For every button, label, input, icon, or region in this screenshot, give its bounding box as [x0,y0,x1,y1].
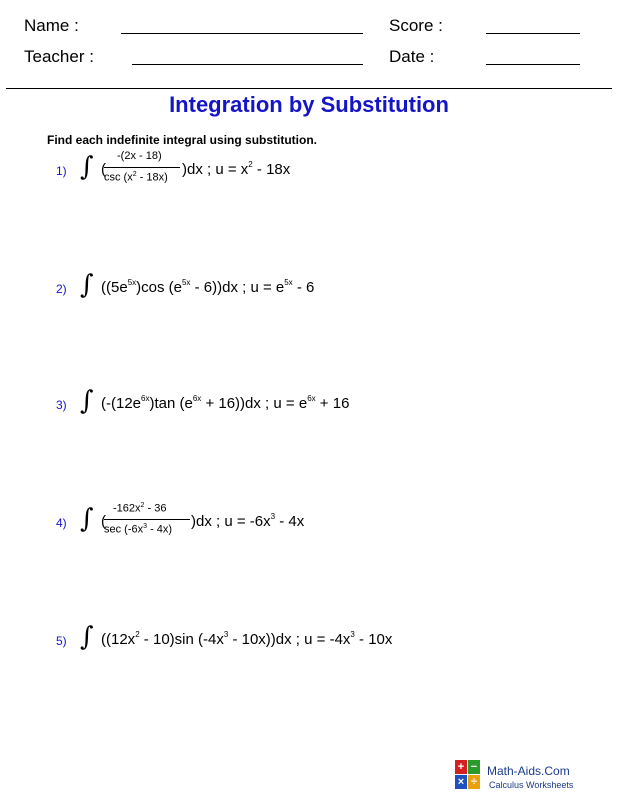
expression-tail [191,513,304,530]
expression-text: - 10x [354,631,393,648]
denominator-exponent: 2 [132,171,137,178]
problem-number: 3) [56,398,67,412]
problem-3 [0,382,618,422]
open-paren: ( [101,161,106,178]
exponent: 2 [135,630,140,639]
expression-text: (-(12e [101,395,142,412]
expression-text: - 6 [292,279,315,296]
score-label: Score : [389,16,443,35]
expression [101,631,392,648]
integral-icon: ∫ [80,152,94,182]
denominator-text: - 4x) [147,523,173,536]
date-label: Date : [389,47,435,66]
exponent: 5x [181,278,191,287]
integral-icon: ∫ [80,270,94,300]
expression-tail [182,161,290,178]
numerator-text: -162x [113,502,141,515]
teacher-blank-line[interactable] [132,64,363,65]
denominator-text: sec (-6x [104,523,144,536]
exponent: 6x [192,394,202,403]
score-blank-line[interactable] [486,33,580,34]
problem-number: 5) [56,634,67,648]
expression-text: + 16 [315,395,350,412]
fraction-denominator [104,171,168,184]
fraction-denominator [104,523,172,536]
times-icon: × [455,775,467,789]
expression-text: )dx ; u = -6x [191,513,271,530]
header-divider [6,88,612,89]
expression-text: - 6))dx ; u = e [190,279,285,296]
numerator-text: - 36 [144,502,167,515]
expression-text: ((5e [101,279,128,296]
exponent: 6x [307,394,316,403]
problem-number: 2) [56,282,67,296]
plus-icon: + [455,760,467,774]
teacher-label: Teacher : [24,47,94,66]
expression [101,279,314,296]
fraction-bar [104,167,180,168]
fraction-numerator [113,502,166,515]
problem-1 [0,148,618,188]
fraction-numerator [117,150,162,162]
exponent: 3 [270,512,276,521]
numerator-text: -(2x - 18) [117,150,162,162]
exponent: 5x [284,278,293,287]
denominator-text: csc (x [104,171,133,184]
expression-text: - 10x))dx ; u = -4x [228,631,351,648]
date-blank-line[interactable] [486,64,580,65]
name-blank-line[interactable] [121,33,363,34]
problem-4 [0,500,618,540]
exponent: 2 [248,160,253,169]
denominator-exponent: 3 [143,523,148,530]
exponent: 6x [141,394,150,403]
fraction-bar [104,519,190,520]
integral-icon: ∫ [80,622,94,652]
instructions: Find each indefinite integral using substitution. [47,133,318,147]
exponent: 5x [127,278,137,287]
brand-subtitle: Calculus Worksheets [489,780,574,790]
divide-icon: ÷ [468,775,480,789]
integral-icon: ∫ [80,504,94,534]
open-paren: ( [101,513,106,530]
expression-text: ((12x [101,631,136,648]
expression-text: )cos (e [136,279,182,296]
expression-text: - 18x [252,161,291,178]
minus-icon: − [468,760,480,774]
integral-icon: ∫ [80,386,94,416]
brand-name: Math-Aids.Com [487,764,570,778]
problem-number: 1) [56,164,67,178]
problem-number: 4) [56,516,67,530]
expression [101,395,349,412]
expression-text: - 10)sin (-4x [139,631,224,648]
name-label: Name : [24,16,79,35]
exponent: 3 [223,630,229,639]
expression-text: - 4x [275,513,305,530]
expression-text: )tan (e [149,395,193,412]
numerator-exponent: 2 [140,502,145,509]
math-aids-logo-icon [455,760,481,790]
page-title: Integration by Substitution [169,92,449,117]
problem-2 [0,266,618,306]
expression-text: + 16))dx ; u = e [201,395,308,412]
exponent: 3 [350,630,355,639]
denominator-text: - 18x) [136,171,168,184]
problem-5 [0,618,618,658]
expression-text: )dx ; u = x [182,161,249,178]
